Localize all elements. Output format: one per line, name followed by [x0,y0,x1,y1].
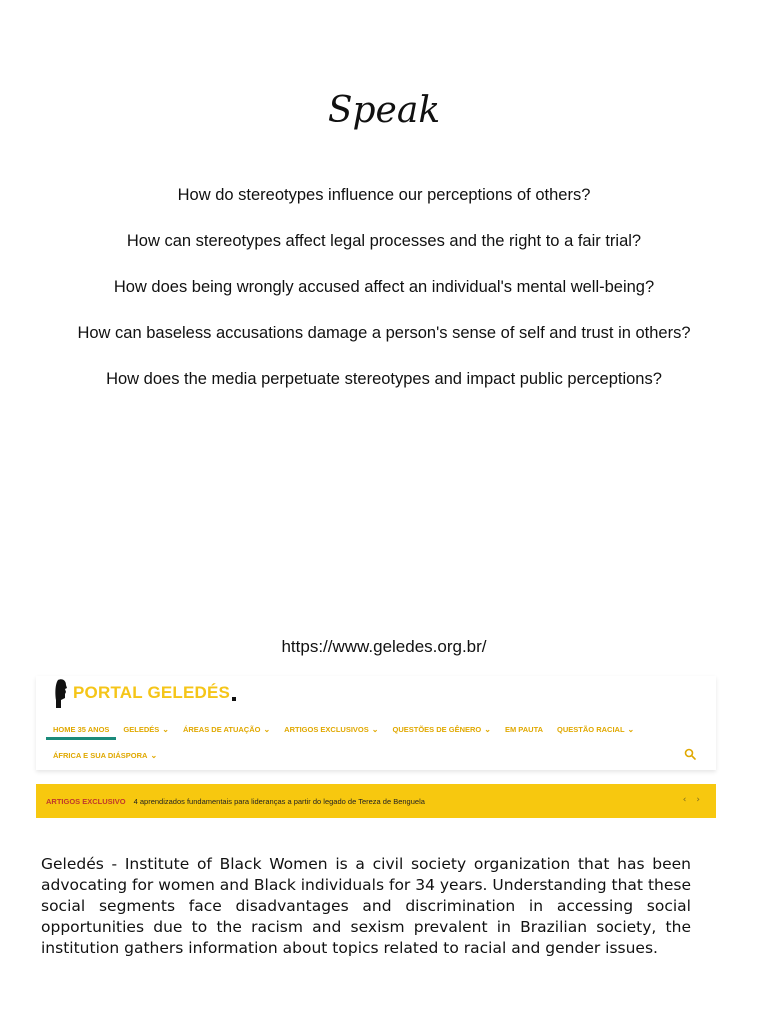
ticker-controls [683,795,700,805]
question-item: How do stereotypes influence our perceptions of others? [177,186,591,204]
profile-silhouette-icon [55,678,69,708]
portal-logo-text: PORTAL GELEDÉS [73,683,231,702]
nav-label: QUESTÃO RACIAL [557,724,625,734]
nav-label: GELEDÉS [123,724,160,734]
nav-label: HOME 35 ANOS [53,724,110,734]
nav-item-areas[interactable] [183,725,270,734]
chevron-down-icon: ⌄ [162,724,169,734]
news-ticker [36,784,716,818]
website-url[interactable]: https://www.geledes.org.br/ [281,637,487,656]
search-icon[interactable] [684,748,696,760]
nav-label: QUESTÕES DE GÊNERO [392,724,482,734]
organization-description: Geledés - Institute of Black Women is a civil society organization that has been advocating for women and Black individuals for 34 years. Understanding that these social segments face disadvantages and discrimination in accessing social opportunities due to the racism and sexism prevalent in Brazilian society, the institution gathers information about topics related to racial and gender issues. [41,855,691,957]
chevron-down-icon: ⌄ [150,750,158,760]
portal-header [36,676,716,770]
nav-row [46,720,706,738]
chevron-down-icon: ⌄ [627,724,635,734]
nav-label: EM PAUTA [504,724,544,734]
nav-item-em-pauta[interactable] [505,725,543,734]
question-item: How does the media perpetuate stereotypes and impact public perceptions? [106,370,662,388]
ticker-headline[interactable]: 4 aprendizados fundamentais para lideranças a partir do legado de Tereza de Benguela [133,796,425,806]
nav-item-geledes[interactable] [123,725,169,734]
nav-label: ÁREAS DE ATUAÇÃO [182,724,261,734]
nav-label: ÁFRICA E SUA DIÁSPORA [53,750,148,760]
portal-screenshot [36,676,716,818]
portal-logo[interactable] [55,678,236,708]
logo-dot [232,697,236,701]
chevron-down-icon: ⌄ [371,724,379,734]
question-item: How can stereotypes affect legal processes and the right to a fair trial? [126,232,642,250]
portal-nav [46,720,706,764]
question-item: How can baseless accusations damage a person's sense of self and trust in others? [77,324,691,342]
question-list [0,184,768,414]
chevron-down-icon: ⌄ [484,724,491,734]
chevron-right-icon[interactable]: › [696,795,700,805]
nav-item-home[interactable] [53,725,109,734]
chevron-down-icon: ⌄ [263,724,271,734]
nav-item-questao-racial[interactable] [557,725,634,734]
nav-item-artigos[interactable] [284,725,378,734]
nav-item-genero[interactable] [392,725,490,734]
nav-item-africa[interactable] [53,751,157,760]
nav-row [46,746,706,764]
chevron-left-icon[interactable]: ‹ [682,795,687,805]
nav-label: ARTIGOS EXCLUSIVOS [284,724,369,734]
page-title: Speak [327,90,441,131]
question-item: How does being wrongly accused affect an individual's mental well-being? [113,278,655,296]
ticker-label: ARTIGOS EXCLUSIVO [46,796,126,806]
